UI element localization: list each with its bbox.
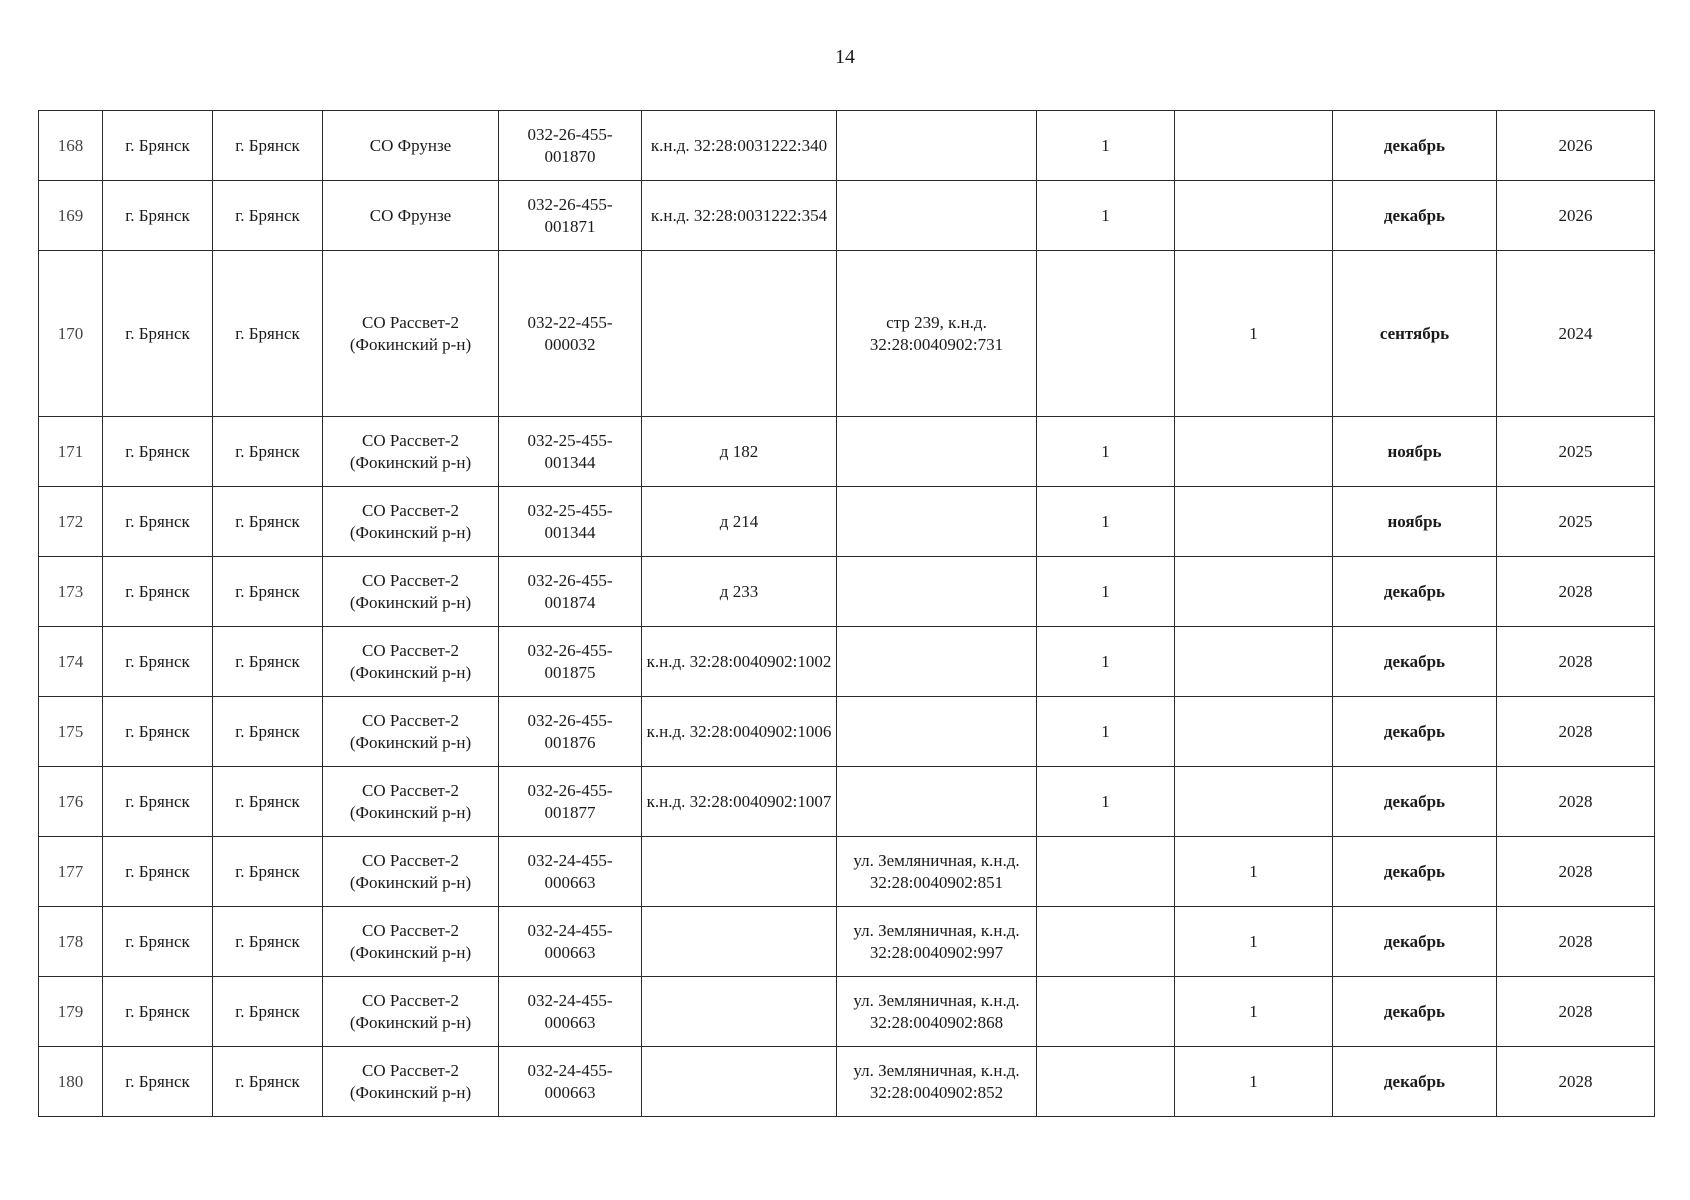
cell-locality: СО Рассвет-2 (Фокинский р-н) [323,251,499,417]
table-row [39,251,1655,417]
table-row [39,1047,1655,1117]
cell-code: 032-24-455-000663 [499,1047,642,1117]
cell-locality: СО Рассвет-2 (Фокинский р-н) [323,837,499,907]
cell-count-a [1037,907,1175,977]
cell-municipality: г. Брянск [103,181,213,251]
cell-number: 170 [39,251,103,417]
cell-count-b: 1 [1175,907,1333,977]
cell-code: 032-24-455-000663 [499,977,642,1047]
cell-month: декабрь [1333,111,1497,181]
cell-municipality: г. Брянск [103,907,213,977]
cell-settlement: г. Брянск [213,487,323,557]
cell-number: 172 [39,487,103,557]
cell-count-a: 1 [1037,767,1175,837]
cell-count-b [1175,181,1333,251]
cell-settlement: г. Брянск [213,181,323,251]
cell-count-b [1175,557,1333,627]
cell-municipality: г. Брянск [103,557,213,627]
cell-settlement: г. Брянск [213,111,323,181]
cell-locality: СО Рассвет-2 (Фокинский р-н) [323,627,499,697]
table-row [39,627,1655,697]
cell-month: декабрь [1333,907,1497,977]
cell-locality: СО Рассвет-2 (Фокинский р-н) [323,907,499,977]
cell-municipality: г. Брянск [103,417,213,487]
cell-locality: СО Рассвет-2 (Фокинский р-н) [323,1047,499,1117]
cell-settlement: г. Брянск [213,557,323,627]
cell-year: 2025 [1497,417,1655,487]
cell-structure [837,487,1037,557]
cell-count-b: 1 [1175,251,1333,417]
cell-count-a: 1 [1037,697,1175,767]
cell-number: 174 [39,627,103,697]
cell-count-b [1175,487,1333,557]
table-row [39,697,1655,767]
cell-number: 176 [39,767,103,837]
cell-code: 032-26-455-001870 [499,111,642,181]
cell-house [642,837,837,907]
cell-house: к.н.д. 32:28:0040902:1002 [642,627,837,697]
cell-code: 032-25-455-001344 [499,487,642,557]
cell-code: 032-26-455-001876 [499,697,642,767]
cell-settlement: г. Брянск [213,417,323,487]
cell-count-b: 1 [1175,1047,1333,1117]
cell-municipality: г. Брянск [103,487,213,557]
cell-municipality: г. Брянск [103,697,213,767]
cell-house: д 182 [642,417,837,487]
cell-structure: ул. Земляничная, к.н.д. 32:28:0040902:852 [837,1047,1037,1117]
cell-count-a: 1 [1037,417,1175,487]
cell-locality: СО Рассвет-2 (Фокинский р-н) [323,417,499,487]
cell-month: декабрь [1333,697,1497,767]
cell-number: 173 [39,557,103,627]
cell-locality: СО Фрунзе [323,111,499,181]
cell-month: декабрь [1333,557,1497,627]
table-row [39,907,1655,977]
cell-count-b [1175,697,1333,767]
table-row [39,487,1655,557]
cell-year: 2028 [1497,697,1655,767]
cell-year: 2028 [1497,907,1655,977]
cell-locality: СО Рассвет-2 (Фокинский р-н) [323,697,499,767]
cell-house [642,251,837,417]
cell-count-a: 1 [1037,627,1175,697]
cell-year: 2024 [1497,251,1655,417]
cell-settlement: г. Брянск [213,977,323,1047]
cell-house: д 233 [642,557,837,627]
cell-number: 178 [39,907,103,977]
cell-structure: ул. Земляничная, к.н.д. 32:28:0040902:868 [837,977,1037,1047]
cell-house: к.н.д. 32:28:0040902:1006 [642,697,837,767]
cell-month: декабрь [1333,1047,1497,1117]
cell-locality: СО Рассвет-2 (Фокинский р-н) [323,557,499,627]
cell-count-a: 1 [1037,111,1175,181]
cell-structure [837,111,1037,181]
cell-municipality: г. Брянск [103,251,213,417]
cell-code: 032-24-455-000663 [499,907,642,977]
cell-year: 2026 [1497,181,1655,251]
cell-count-a: 1 [1037,557,1175,627]
cell-settlement: г. Брянск [213,837,323,907]
cell-settlement: г. Брянск [213,1047,323,1117]
cell-number: 168 [39,111,103,181]
cell-count-a [1037,1047,1175,1117]
cell-house [642,907,837,977]
cell-house: к.н.д. 32:28:0031222:340 [642,111,837,181]
cell-code: 032-24-455-000663 [499,837,642,907]
cell-year: 2028 [1497,1047,1655,1117]
cell-structure: стр 239, к.н.д. 32:28:0040902:731 [837,251,1037,417]
cell-count-a [1037,977,1175,1047]
page-number: 14 [835,46,855,68]
cell-municipality: г. Брянск [103,767,213,837]
cell-locality: СО Фрунзе [323,181,499,251]
cell-count-b [1175,417,1333,487]
cell-structure [837,557,1037,627]
cell-municipality: г. Брянск [103,1047,213,1117]
cell-number: 179 [39,977,103,1047]
table-body [39,111,1655,1117]
cell-count-a [1037,251,1175,417]
cell-structure [837,767,1037,837]
cell-year: 2028 [1497,977,1655,1047]
cell-month: декабрь [1333,977,1497,1047]
cell-structure [837,627,1037,697]
cell-code: 032-26-455-001875 [499,627,642,697]
registry-table [38,110,1655,1117]
cell-structure: ул. Земляничная, к.н.д. 32:28:0040902:851 [837,837,1037,907]
cell-month: сентябрь [1333,251,1497,417]
table-row [39,181,1655,251]
cell-year: 2028 [1497,837,1655,907]
table-row [39,837,1655,907]
cell-code: 032-25-455-001344 [499,417,642,487]
cell-settlement: г. Брянск [213,627,323,697]
cell-month: декабрь [1333,837,1497,907]
cell-locality: СО Рассвет-2 (Фокинский р-н) [323,767,499,837]
cell-number: 175 [39,697,103,767]
cell-locality: СО Рассвет-2 (Фокинский р-н) [323,487,499,557]
table-row [39,557,1655,627]
cell-settlement: г. Брянск [213,697,323,767]
table-row [39,977,1655,1047]
cell-count-a: 1 [1037,487,1175,557]
cell-municipality: г. Брянск [103,627,213,697]
cell-settlement: г. Брянск [213,767,323,837]
cell-house: к.н.д. 32:28:0031222:354 [642,181,837,251]
cell-year: 2028 [1497,627,1655,697]
cell-count-a [1037,837,1175,907]
cell-number: 169 [39,181,103,251]
cell-structure [837,417,1037,487]
cell-code: 032-26-455-001874 [499,557,642,627]
cell-house: д 214 [642,487,837,557]
cell-count-b [1175,111,1333,181]
table-row [39,417,1655,487]
cell-code: 032-26-455-001877 [499,767,642,837]
cell-number: 171 [39,417,103,487]
cell-month: ноябрь [1333,487,1497,557]
cell-month: ноябрь [1333,417,1497,487]
cell-year: 2028 [1497,767,1655,837]
table-row [39,111,1655,181]
cell-settlement: г. Брянск [213,907,323,977]
cell-year: 2025 [1497,487,1655,557]
cell-number: 177 [39,837,103,907]
cell-month: декабрь [1333,627,1497,697]
cell-code: 032-22-455-000032 [499,251,642,417]
cell-number: 180 [39,1047,103,1117]
cell-count-b: 1 [1175,837,1333,907]
cell-settlement: г. Брянск [213,251,323,417]
cell-month: декабрь [1333,181,1497,251]
cell-year: 2028 [1497,557,1655,627]
cell-structure: ул. Земляничная, к.н.д. 32:28:0040902:997 [837,907,1037,977]
cell-count-a: 1 [1037,181,1175,251]
cell-year: 2026 [1497,111,1655,181]
cell-count-b: 1 [1175,977,1333,1047]
cell-structure [837,181,1037,251]
cell-municipality: г. Брянск [103,111,213,181]
table-row [39,767,1655,837]
cell-count-b [1175,627,1333,697]
cell-municipality: г. Брянск [103,837,213,907]
cell-count-b [1175,767,1333,837]
cell-house [642,977,837,1047]
cell-house: к.н.д. 32:28:0040902:1007 [642,767,837,837]
cell-house [642,1047,837,1117]
cell-structure [837,697,1037,767]
cell-locality: СО Рассвет-2 (Фокинский р-н) [323,977,499,1047]
cell-month: декабрь [1333,767,1497,837]
cell-municipality: г. Брянск [103,977,213,1047]
cell-code: 032-26-455-001871 [499,181,642,251]
